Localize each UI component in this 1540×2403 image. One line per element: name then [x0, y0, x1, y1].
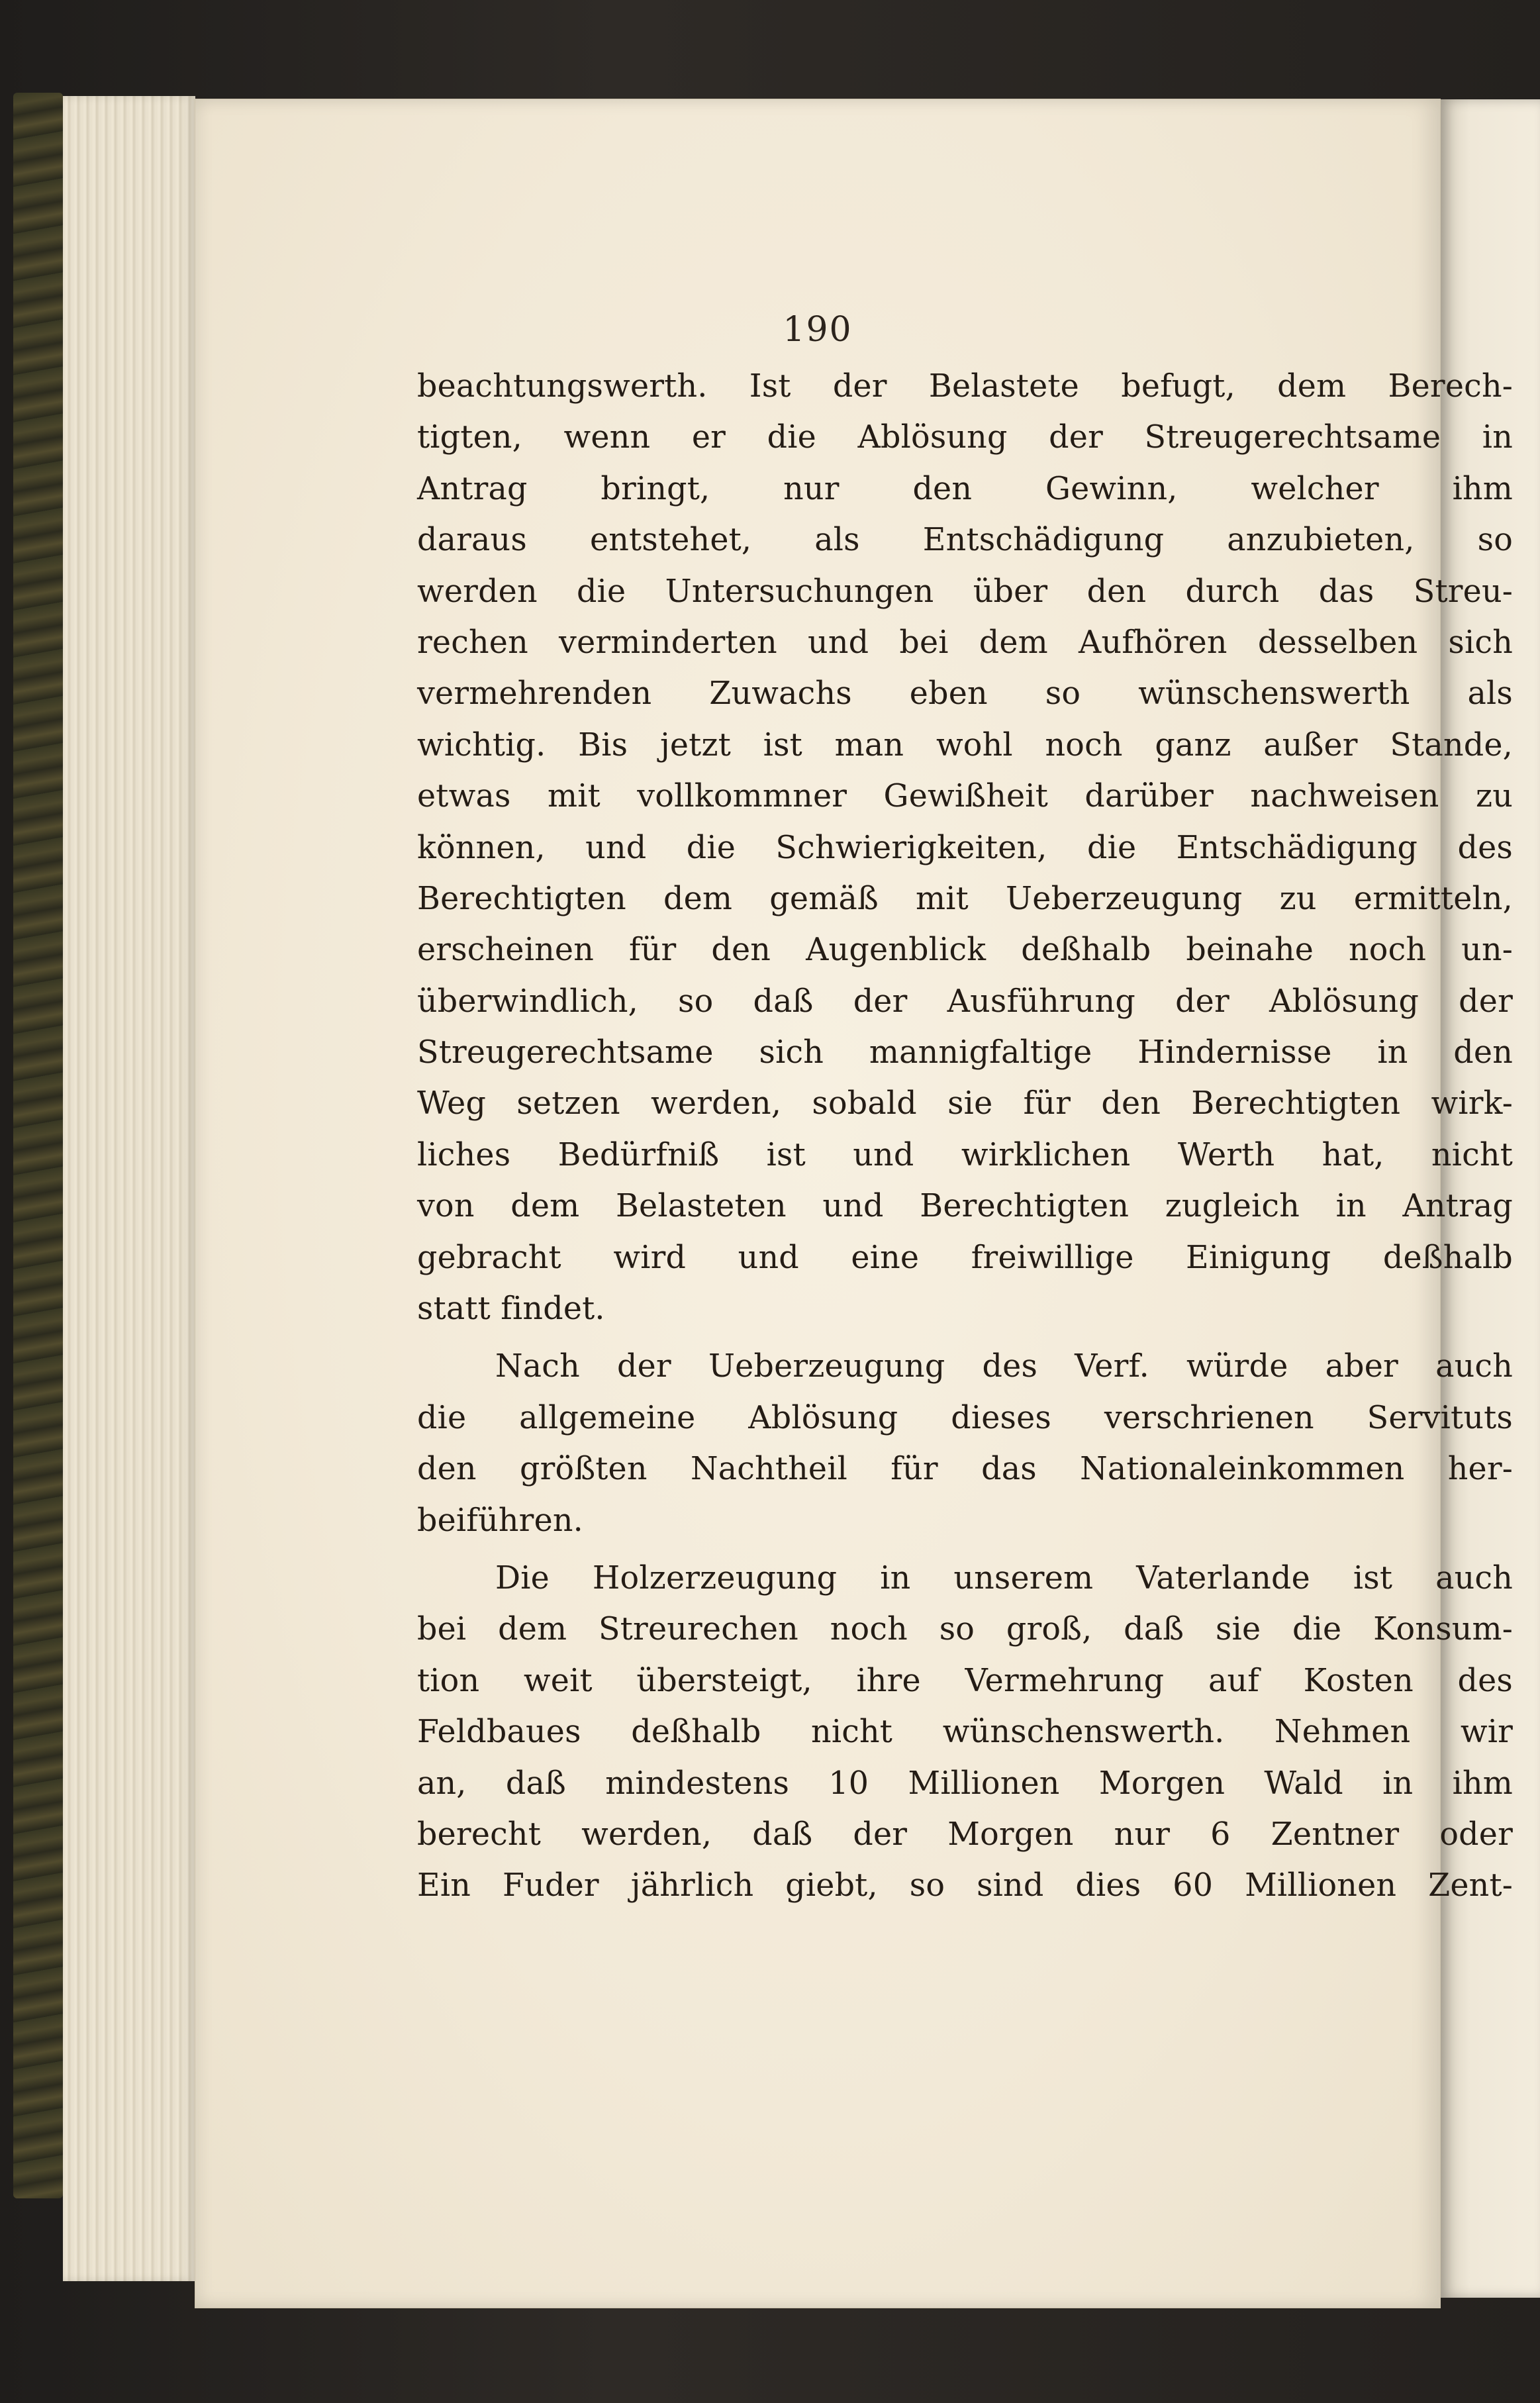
text-line: Feldbaues deßhalb nicht wünschenswerth. Nehmen wir	[417, 1714, 1513, 1751]
text-line: an, daß mindestens 10 Millionen Morgen Wald in ihm	[417, 1765, 1513, 1802]
text-line: tigten, wenn er die Ablösung der Streugerechtsame in	[417, 419, 1513, 456]
page-edges	[63, 96, 195, 2281]
text-line: Ein Fuder jährlich giebt, so sind dies 60 Millionen Zent-	[417, 1867, 1513, 1904]
text-line: rechen verminderten und bei dem Aufhören desselben sich	[417, 624, 1513, 661]
text-line: wichtig. Bis jetzt ist man wohl noch ganz außer Stande,	[417, 726, 1513, 763]
text-line: Nach der Ueberzeugung des Verf. würde aber auch	[495, 1348, 1513, 1385]
text-line: Streugerechtsame sich mannigfaltige Hindernisse in den	[417, 1034, 1513, 1071]
paragraph	[417, 1341, 1513, 1546]
text-line: bei dem Streurechen noch so groß, daß sie die Konsum-	[417, 1611, 1513, 1648]
text-line: Weg setzen werden, sobald sie für den Berechtigten wirk-	[417, 1085, 1513, 1122]
paragraph	[417, 1553, 1513, 1912]
text-line: beiführen.	[417, 1502, 583, 1539]
text-line: gebracht wird und eine freiwillige Einigung deßhalb	[417, 1239, 1513, 1276]
text-line: erscheinen für den Augenblick deßhalb beinahe noch un-	[417, 932, 1513, 969]
text-line: statt findet.	[417, 1291, 605, 1328]
text-line: die allgemeine Ablösung dieses verschrienen Servituts	[417, 1399, 1513, 1436]
text-line: überwindlich, so daß der Ausführung der Ablösung der	[417, 983, 1513, 1020]
text-line: von dem Belasteten und Berechtigten zugleich in Antrag	[417, 1188, 1513, 1225]
text-line: Berechtigten dem gemäß mit Ueberzeugung zu ermitteln,	[417, 880, 1513, 917]
text-line: vermehrenden Zuwachs eben so wünschenswerth als	[417, 675, 1513, 712]
page-text	[417, 361, 1513, 1912]
text-line: Antrag bringt, nur den Gewinn, welcher ihm	[417, 470, 1513, 507]
page-number: 190	[783, 310, 853, 350]
text-line: den größten Nachtheil für das Nationaleinkommen her-	[417, 1451, 1513, 1488]
text-line: können, und die Schwierigkeiten, die Entschädigung des	[417, 829, 1513, 866]
text-line: berecht werden, daß der Morgen nur 6 Zentner oder	[417, 1816, 1513, 1853]
paragraph	[417, 361, 1513, 1334]
text-line: werden die Untersuchungen über den durch das Streu-	[417, 573, 1513, 610]
text-line: etwas mit vollkommner Gewißheit darüber nachweisen zu	[417, 778, 1513, 815]
text-line: tion weit übersteigt, ihre Vermehrung auf Kosten des	[417, 1662, 1513, 1699]
text-line: liches Bedürfniß ist und wirklichen Werth hat, nicht	[417, 1136, 1513, 1173]
text-line: daraus entstehet, als Entschädigung anzubieten, so	[417, 522, 1513, 559]
text-line: beachtungswerth. Ist der Belastete befugt, dem Berech-	[417, 368, 1513, 405]
marbled-binding	[13, 93, 63, 2198]
text-line: Die Holzerzeugung in unserem Vaterlande ist auch	[495, 1559, 1513, 1596]
book-page	[195, 99, 1513, 2308]
